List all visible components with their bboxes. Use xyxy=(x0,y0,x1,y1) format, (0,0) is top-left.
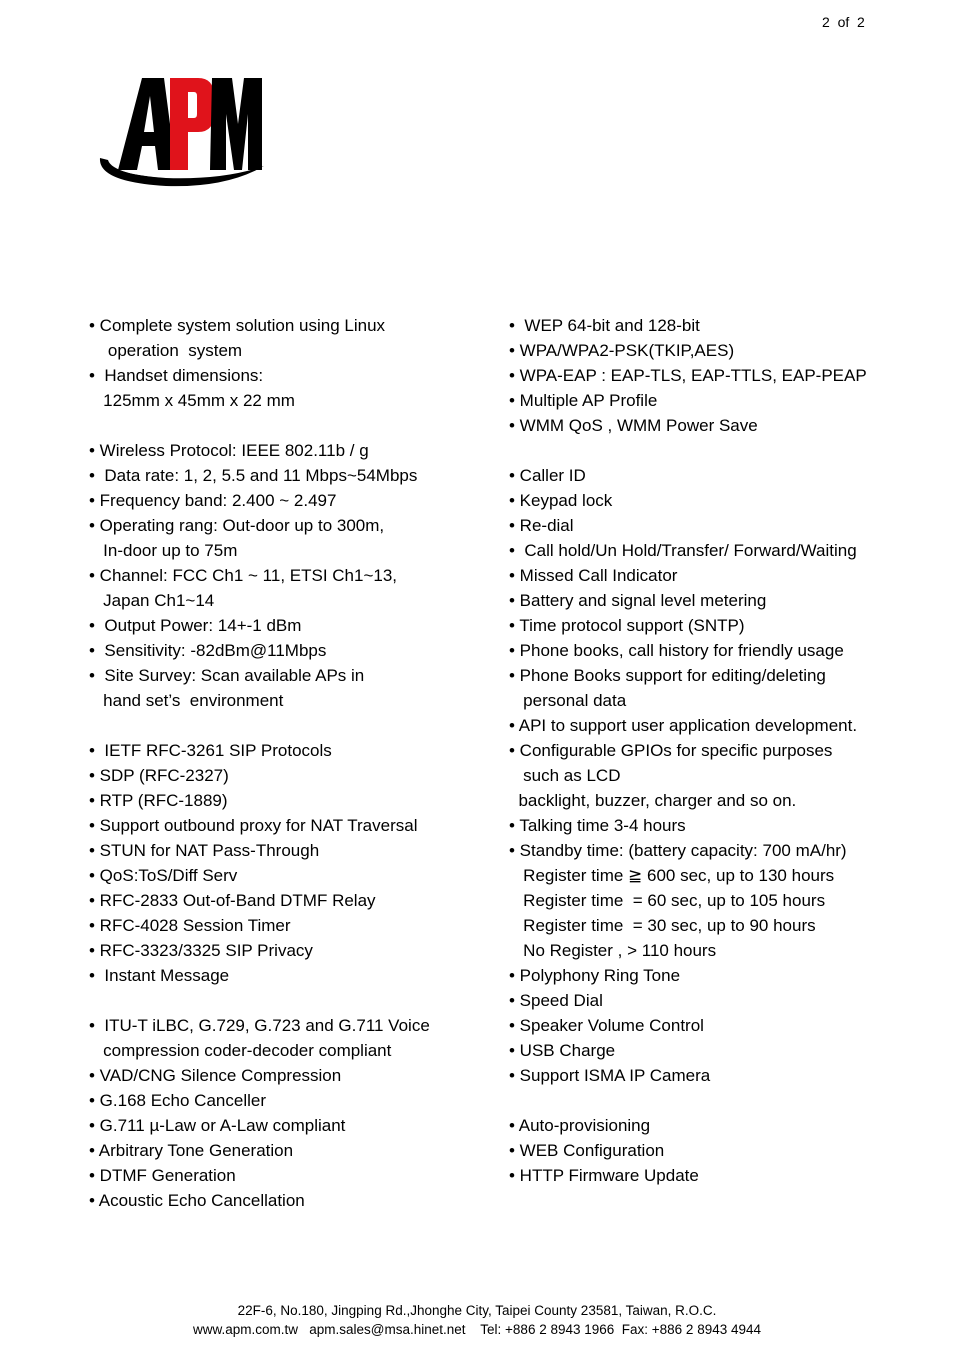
list-item: • Channel: FCC Ch1 ~ 11, ETSI Ch1~13, xyxy=(89,566,398,585)
list-item: • Output Power: 14+-1 dBm xyxy=(89,616,302,635)
list-item: • Missed Call Indicator xyxy=(509,566,678,585)
list-item: • Support outbound proxy for NAT Traversal xyxy=(89,816,418,835)
list-item: • Speed Dial xyxy=(509,991,603,1010)
list-item: • Talking time 3-4 hours xyxy=(509,816,686,835)
list-spacer xyxy=(509,438,909,463)
list-item: • Multiple AP Profile xyxy=(509,391,658,410)
list-item: • G.168 Echo Canceller xyxy=(89,1091,266,1110)
list-item: Register time = 60 sec, up to 105 hours xyxy=(509,891,826,910)
list-item: • Phone books, call history for friendly usage xyxy=(509,641,844,660)
list-item: No Register , > 110 hours xyxy=(509,941,717,960)
apm-logo xyxy=(96,74,266,192)
list-item: • Standby time: (battery capacity: 700 mA/hr) xyxy=(509,841,847,860)
list-item: compression coder-decoder compliant xyxy=(89,1041,392,1060)
list-item: • QoS:ToS/Diff Serv xyxy=(89,866,238,885)
list-item: 125mm x 45mm x 22 mm xyxy=(89,391,295,410)
list-item: • STUN for NAT Pass-Through xyxy=(89,841,320,860)
list-item: In-door up to 75m xyxy=(89,541,238,560)
list-item: • WMM QoS , WMM Power Save xyxy=(509,416,758,435)
list-item: • G.711 µ-Law or A-Law compliant xyxy=(89,1116,346,1135)
list-item: Japan Ch1~14 xyxy=(89,591,215,610)
list-item: • Instant Message xyxy=(89,966,230,985)
list-item: • Arbitrary Tone Generation xyxy=(89,1141,294,1160)
list-item: • RTP (RFC-1889) xyxy=(89,791,228,810)
footer-contact: www.apm.com.tw apm.sales@msa.hinet.net Tel: +886 2 8943 1966 Fax: +886 2 8943 4944 xyxy=(192,1322,762,1337)
list-item: • WPA/WPA2-PSK(TKIP,AES) xyxy=(509,341,735,360)
list-item: • Complete system solution using Linux xyxy=(89,316,386,335)
list-spacer xyxy=(89,413,489,438)
apm-logo-graphic xyxy=(96,74,266,192)
list-item: • Call hold/Un Hold/Transfer/ Forward/Waiting xyxy=(509,541,857,560)
list-spacer xyxy=(89,713,489,738)
list-item: • Configurable GPIOs for specific purposes xyxy=(509,741,833,760)
list-item: • WEP 64-bit and 128-bit xyxy=(509,316,700,335)
list-item: • Wireless Protocol: IEEE 802.11b / g xyxy=(89,441,369,460)
list-item: such as LCD xyxy=(509,766,621,785)
list-item: • Phone Books support for editing/deleting xyxy=(509,666,826,685)
list-item: • RFC-3323/3325 SIP Privacy xyxy=(89,941,313,960)
list-item: • Handset dimensions: xyxy=(89,366,264,385)
list-item: • Operating rang: Out-door up to 300m, xyxy=(89,516,385,535)
list-item: • WEB Configuration xyxy=(509,1141,665,1160)
list-item: Register time ≧ 600 sec, up to 130 hours xyxy=(509,866,835,885)
list-item: • Support ISMA IP Camera xyxy=(509,1066,711,1085)
list-spacer xyxy=(509,1088,909,1113)
list-item: backlight, buzzer, charger and so on. xyxy=(509,791,797,810)
list-item: • VAD/CNG Silence Compression xyxy=(89,1066,342,1085)
list-item: • RFC-4028 Session Timer xyxy=(89,916,291,935)
list-item: • USB Charge xyxy=(509,1041,616,1060)
list-item: • DTMF Generation xyxy=(89,1166,236,1185)
list-item: • API to support user application development. xyxy=(509,716,858,735)
list-item: personal data xyxy=(509,691,627,710)
list-item: • Acoustic Echo Cancellation xyxy=(89,1191,305,1210)
feature-list-left xyxy=(89,313,489,1213)
list-item: • Data rate: 1, 2, 5.5 and 11 Mbps~54Mbps xyxy=(89,466,418,485)
list-item: • Sensitivity: -82dBm@11Mbps xyxy=(89,641,327,660)
list-item: • WPA-EAP : EAP-TLS, EAP-TTLS, EAP-PEAP xyxy=(509,366,867,385)
footer-address: 22F-6, No.180, Jingping Rd.,Jhonghe City, Taipei County 23581, Taiwan, R.O.C. xyxy=(237,1303,717,1318)
list-item: • ITU-T iLBC, G.729, G.723 and G.711 Voice xyxy=(89,1016,430,1035)
list-item: • HTTP Firmware Update xyxy=(509,1166,699,1185)
logo-letter-p xyxy=(170,78,214,170)
list-spacer xyxy=(89,988,489,1013)
list-item: • Keypad lock xyxy=(509,491,613,510)
list-item: • Re-dial xyxy=(509,516,574,535)
list-item: • IETF RFC-3261 SIP Protocols xyxy=(89,741,332,760)
list-item: • Polyphony Ring Tone xyxy=(509,966,681,985)
list-item: • Speaker Volume Control xyxy=(509,1016,704,1035)
list-item: • Caller ID xyxy=(509,466,586,485)
logo-letter-a xyxy=(118,78,176,170)
list-item: • Site Survey: Scan available APs in xyxy=(89,666,365,685)
list-item: hand set’s environment xyxy=(89,691,284,710)
list-item: • RFC-2833 Out-of-Band DTMF Relay xyxy=(89,891,376,910)
logo-letter-m xyxy=(210,78,262,170)
list-item: • Battery and signal level metering xyxy=(509,591,767,610)
list-item: • Frequency band: 2.400 ~ 2.497 xyxy=(89,491,337,510)
list-item: • Time protocol support (SNTP) xyxy=(509,616,745,635)
page-number: 2 of 2 xyxy=(822,14,865,30)
list-item: Register time = 30 sec, up to 90 hours xyxy=(509,916,816,935)
list-item: • Auto-provisioning xyxy=(509,1116,651,1135)
list-item: operation system xyxy=(89,341,243,360)
list-item: • SDP (RFC-2327) xyxy=(89,766,229,785)
feature-list-right xyxy=(509,313,909,1188)
